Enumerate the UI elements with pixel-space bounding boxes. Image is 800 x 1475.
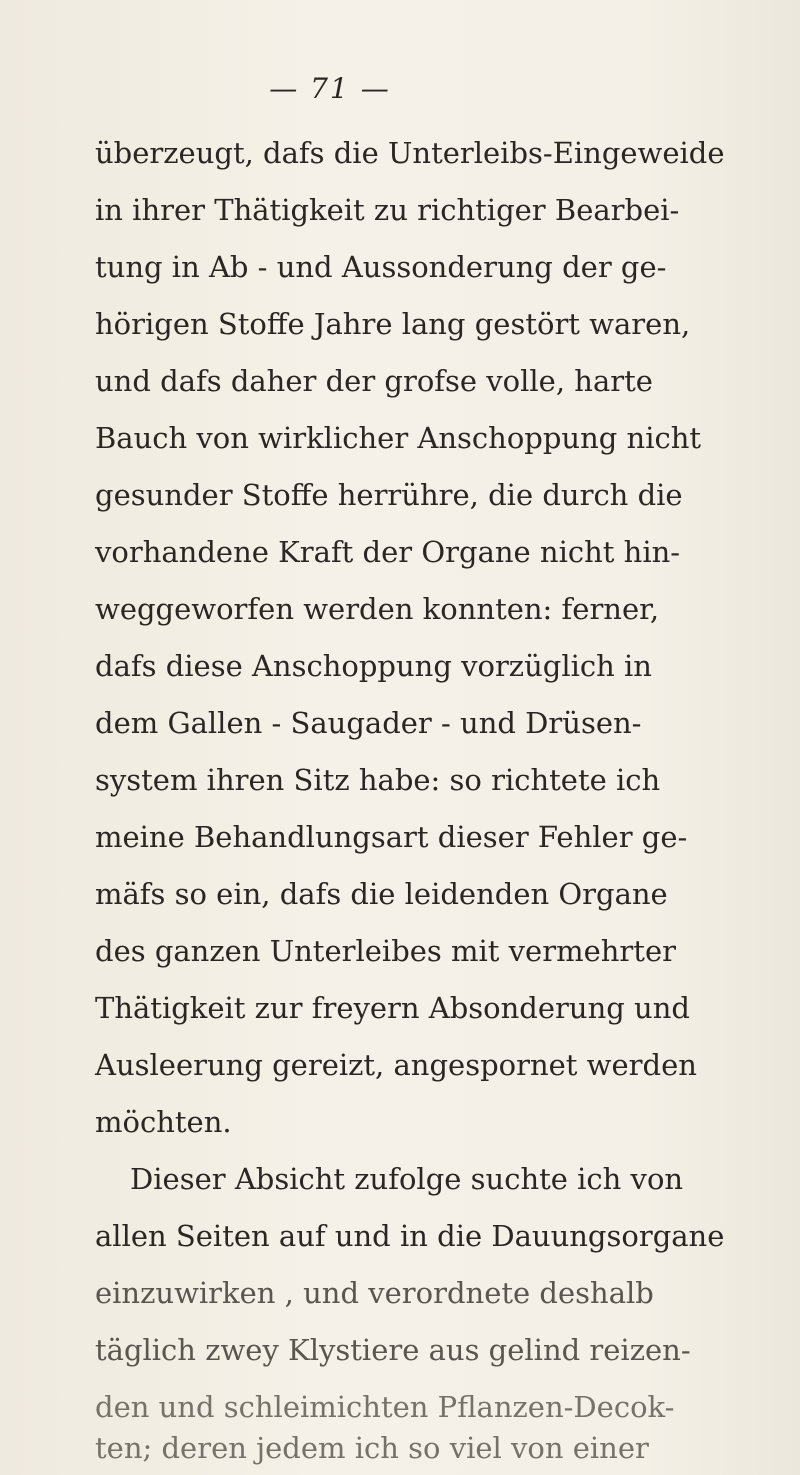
text-line: täglich zwey Klystiere aus gelind reizen- xyxy=(95,1333,691,1367)
text-line: Bauch von wirklicher Anschoppung nicht xyxy=(95,421,702,455)
text-line: möchten. xyxy=(95,1105,232,1139)
text-line: einzuwirken , und verordnete deshalb xyxy=(95,1276,654,1310)
text-line: Ausleerung gereizt, angespornet werden xyxy=(95,1048,697,1082)
text-line: den und schleimichten Pflanzen-Decok- xyxy=(95,1390,675,1424)
text-line: gesunder Stoffe herrühre, die durch die xyxy=(95,478,683,512)
text-line: dafs diese Anschoppung vorzüglich in xyxy=(95,649,652,683)
text-line: Dieser Absicht zufolge suchte ich von xyxy=(130,1162,684,1196)
text-line: des ganzen Unterleibes mit vermehrter xyxy=(95,934,676,968)
text-line: Thätigkeit zur freyern Absonderung und xyxy=(95,991,690,1025)
text-line: in ihrer Thätigkeit zu richtiger Bearbei- xyxy=(95,193,680,227)
text-line: weggeworfen werden konnten: ferner, xyxy=(95,592,660,626)
text-line: überzeugt, dafs die Unterleibs-Eingeweide xyxy=(95,136,725,170)
text-line: allen Seiten auf und in die Dauungsorgane xyxy=(95,1219,725,1253)
text-line: vorhandene Kraft der Organe nicht hin- xyxy=(95,535,681,569)
text-line: ten; deren jedem ich so viel von einer xyxy=(95,1431,649,1465)
text-line: tung in Ab - und Aussonderung der ge- xyxy=(95,250,667,284)
page-number: — 71 — xyxy=(269,72,391,105)
text-line: mäfs so ein, dafs die leidenden Organe xyxy=(95,877,668,911)
text-line: und dafs daher der grofse volle, harte xyxy=(95,364,653,398)
text-line: dem Gallen - Saugader - und Drüsen- xyxy=(95,706,642,740)
text-line: hörigen Stoffe Jahre lang gestört waren, xyxy=(95,307,691,341)
text-line: system ihren Sitz habe: so richtete ich xyxy=(95,763,661,797)
text-line: meine Behandlungsart dieser Fehler ge- xyxy=(95,820,688,854)
